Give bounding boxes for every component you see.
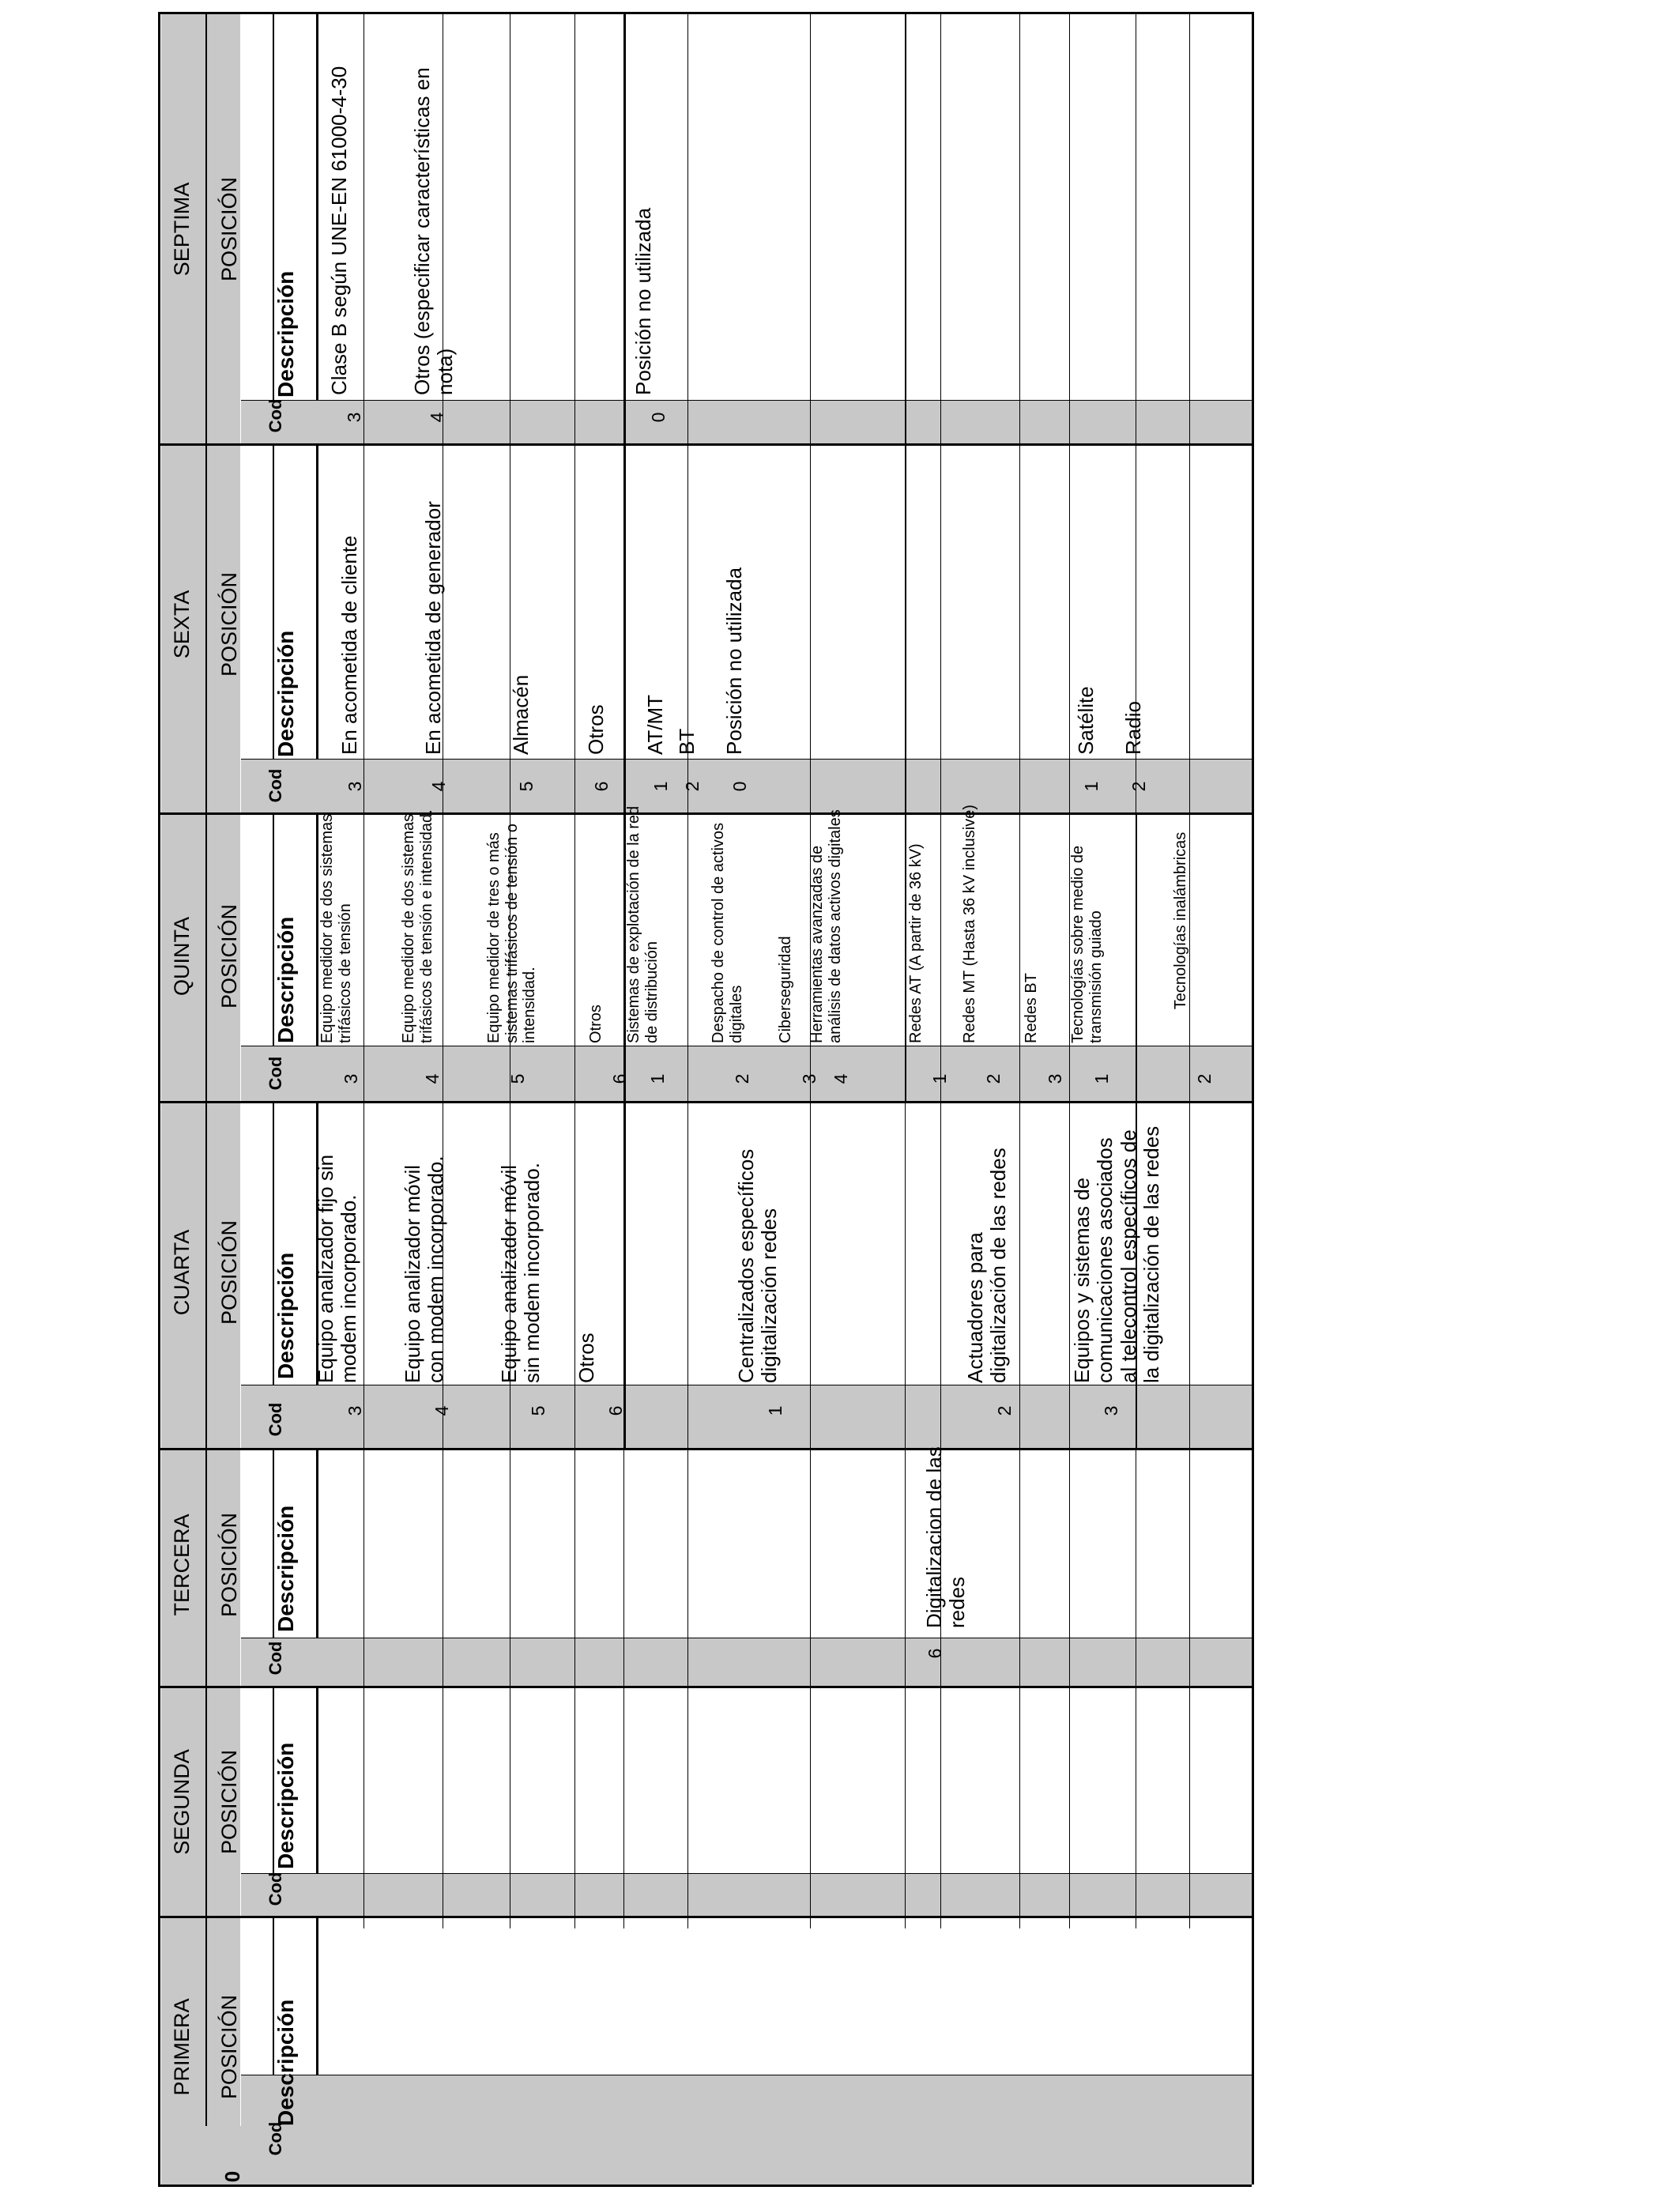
quinta-desc-1: Equipo medidor de dos sistemas trifásicos de tensión e intensidad. <box>400 809 435 1043</box>
desc-header-1: Descripción <box>273 1999 298 2126</box>
sep-cuarta-quinta <box>158 1101 1252 1103</box>
quinta-code-3: 6 <box>609 1073 630 1084</box>
header-position-5-ordinal: QUINTA <box>170 917 194 996</box>
quinta-code-7: 4 <box>831 1073 851 1084</box>
header-split-a <box>205 12 207 2185</box>
header-position-3-ordinal: TERCERA <box>170 1514 194 1616</box>
cuarta-desc-2: Equipo analizador móvil sin modem incorporado. <box>497 1163 544 1383</box>
septima-desc-1: Otros (especificar características en nota) <box>410 67 458 395</box>
septima-code-2: 0 <box>648 412 669 423</box>
quinta-code-6: 3 <box>799 1073 819 1084</box>
quinta-desc-11: Tecnologías sobre medio de transmisión guiado <box>1069 845 1105 1043</box>
quinta-desc-7: Herramientas avanzadas de análisis de datos activos digitales <box>808 809 844 1043</box>
cod-strip-tercera <box>241 1638 1252 1686</box>
quinta-desc-12: Tecnologías inalámbricas <box>1172 831 1189 1010</box>
header-position-5-label: POSICIÓN <box>217 903 241 1009</box>
body-major-1 <box>623 12 626 1449</box>
sexta-code-2: 5 <box>516 781 537 792</box>
quinta-code-9: 2 <box>983 1073 1004 1084</box>
cod-strip-segunda <box>241 1873 1252 1916</box>
quinta-code-4: 1 <box>647 1073 668 1084</box>
quinta-code-12: 2 <box>1194 1073 1215 1084</box>
quinta-desc-9: Redes MT (Hasta 36 kV inclusive) <box>961 805 978 1043</box>
header-position-2-ordinal: SEGUNDA <box>170 1749 194 1855</box>
sexta-code-0: 3 <box>345 781 365 792</box>
sexta-code-5: 2 <box>682 781 703 792</box>
quinta-code-5: 2 <box>732 1073 752 1084</box>
cod-header-3: Cod <box>266 1641 285 1676</box>
cuarta-code-3: 6 <box>605 1405 626 1416</box>
quinta-code-2: 5 <box>507 1073 528 1084</box>
sexta-code-1: 4 <box>428 781 449 792</box>
quinta-desc-0: Equipo medidor de dos sistemas trifásicos de tensión <box>318 813 354 1043</box>
cod-header-7: Cod <box>266 398 285 433</box>
cuarta-code-6: 3 <box>1101 1405 1121 1416</box>
quinta-desc-8: Redes AT (A partir de 36 kV) <box>907 843 925 1043</box>
sexta-code-7: 1 <box>1081 781 1102 792</box>
sexta-code-6: 0 <box>729 781 750 792</box>
sexta-desc-5: BT <box>675 728 699 755</box>
quinta-desc-2: Equipo medidor de tres o más sistemas trifásicos de tensión o intensidad. <box>485 824 539 1043</box>
sexta-desc-4: AT/MT <box>643 694 667 755</box>
quinta-desc-5: Despacho de control de activos digitales <box>710 822 745 1043</box>
desc-header-3: Descripción <box>273 1505 298 1632</box>
septima-code-0: 3 <box>344 412 364 423</box>
sexta-code-8: 2 <box>1128 781 1149 792</box>
sexta-desc-7: Satélite <box>1074 686 1098 755</box>
desc-header-2: Descripción <box>273 1742 298 1869</box>
quinta-code-0: 3 <box>341 1073 361 1084</box>
header-position-1-ordinal: PRIMERA <box>170 1998 194 2096</box>
sexta-code-3: 6 <box>591 781 612 792</box>
tercera-desc: Digitalizacion de las redes <box>922 1446 970 1628</box>
quinta-code-11: 1 <box>1091 1073 1112 1084</box>
cod-strip-septima-line <box>241 400 1252 401</box>
sexta-desc-1: En acometida de generador <box>421 501 445 755</box>
sep-segunda-tercera <box>158 1686 1252 1688</box>
cuarta-desc-6: Equipos y sistemas de comunicaciones asociados al telecontrol específicos de la digitalización de las redes <box>1070 1125 1164 1383</box>
cod-strip-sexta-line <box>241 759 1252 760</box>
cuarta-code-4: 1 <box>765 1405 785 1416</box>
cuarta-code-0: 3 <box>345 1405 365 1416</box>
quinta-code-8: 1 <box>929 1073 950 1084</box>
desc-header-4: Descripción <box>273 1252 298 1379</box>
desc-header-5: Descripción <box>273 916 298 1043</box>
cod-header-4: Cod <box>266 1402 285 1437</box>
header-position-6-ordinal: SEXTA <box>170 590 194 659</box>
cod-strip-primera <box>241 2075 1252 2126</box>
header-position-1-label: POSICIÓN <box>217 1994 241 2100</box>
frame-bottom <box>158 2185 1252 2187</box>
row-line-9 <box>1019 12 1020 1928</box>
septima-desc-2: Posición no utilizada <box>631 207 655 395</box>
header-position-7-label: POSICIÓN <box>217 176 241 282</box>
row-line-3 <box>574 12 575 1928</box>
cuarta-desc-1: Equipo analizador móvil con modem incorporado. <box>401 1155 448 1383</box>
row-code-zero: 0 <box>220 2170 244 2183</box>
sexta-desc-2: Almacén <box>509 674 533 755</box>
header-position-3-label: POSICIÓN <box>217 1512 241 1618</box>
cod-header-2: Cod <box>266 1872 285 1906</box>
cuarta-desc-0: Equipo analizador fijo sin modem incorporado. <box>314 1154 361 1383</box>
septima-code-1: 4 <box>427 412 447 423</box>
header-position-6-label: POSICIÓN <box>217 571 241 677</box>
cod-header-1: Cod <box>266 2121 285 2156</box>
cod-strip-septima <box>241 400 1252 443</box>
cod-header-6: Cod <box>266 768 285 803</box>
cod-header-5: Cod <box>266 1056 285 1091</box>
septima-desc-0: Clase B según UNE-EN 61000-4-30 <box>327 66 351 395</box>
sexta-desc-3: Otros <box>584 704 608 755</box>
tercera-code: 6 <box>925 1648 945 1659</box>
cuarta-code-1: 4 <box>431 1405 452 1416</box>
quinta-desc-6: Ciberseguridad <box>777 936 794 1043</box>
header-position-2-label: POSICIÓN <box>217 1749 241 1855</box>
body-major-2 <box>905 12 906 1101</box>
cod-strip-segunda-line <box>241 1873 1252 1874</box>
frame-left <box>158 12 160 2185</box>
sep-primera-body <box>162 1916 1252 1918</box>
cuarta-code-2: 5 <box>528 1405 548 1416</box>
row-line-5 <box>687 12 688 1928</box>
sexta-code-4: 1 <box>650 781 671 792</box>
header-position-4-ordinal: CUARTA <box>170 1229 194 1316</box>
cuarta-desc-4: Centralizados específicos digitalización redes <box>734 1148 782 1383</box>
quinta-desc-3: Otros <box>587 1005 605 1043</box>
quinta-desc-10: Redes BT <box>1023 973 1040 1043</box>
sep-tercera-cuarta <box>158 1448 1252 1450</box>
quinta-code-10: 3 <box>1045 1073 1065 1084</box>
quinta-desc-4: Sistemas de explotación de la red de distribución <box>625 805 661 1043</box>
sexta-desc-0: En acometida de cliente <box>337 535 361 755</box>
row-line-0 <box>363 12 364 1928</box>
frame-right <box>1252 12 1254 2185</box>
desc-header-7: Descripción <box>273 270 298 398</box>
cuarta-desc-5: Actuadores para digitalización de las redes <box>963 1148 1011 1383</box>
sexta-desc-8: Radio <box>1121 701 1145 755</box>
primera-row-shade <box>162 2126 1252 2185</box>
frame-top <box>158 12 1252 14</box>
header-position-4-label: POSICIÓN <box>217 1220 241 1325</box>
quinta-code-1: 4 <box>422 1073 443 1084</box>
sexta-desc-6: Posición no utilizada <box>722 567 746 755</box>
cuarta-code-5: 2 <box>994 1405 1015 1416</box>
desc-header-6: Descripción <box>273 630 298 757</box>
cuarta-desc-3: Otros <box>574 1333 598 1383</box>
header-position-7-ordinal: SEPTIMA <box>170 182 194 277</box>
